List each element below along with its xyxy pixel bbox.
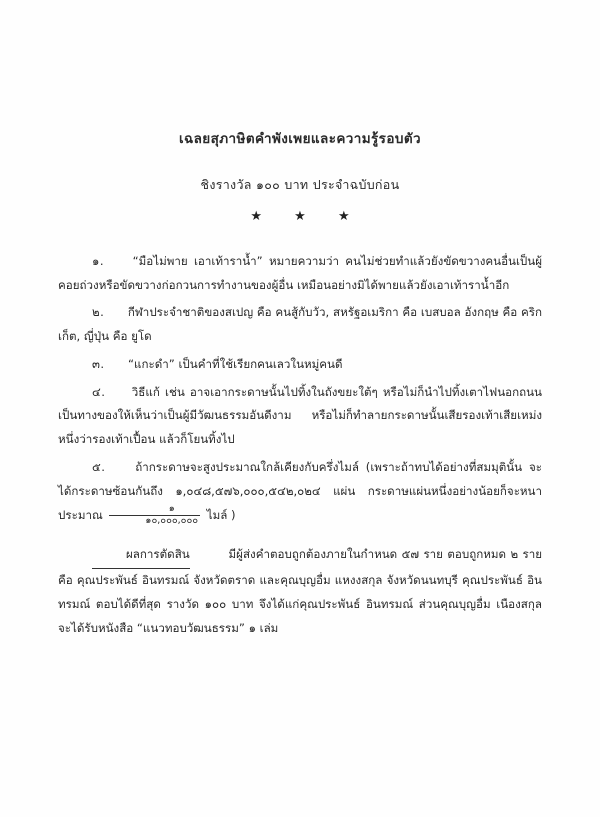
- item-number: ๕.: [92, 460, 106, 475]
- fraction-suffix: ไมล์ ): [206, 507, 236, 522]
- item-number: ๔.: [92, 384, 106, 399]
- list-item: [58, 456, 542, 527]
- star-divider: ★ ★ ★: [250, 208, 364, 224]
- page-subtitle: ชิงรางวัล ๑๐๐ บาท ประจำฉบับก่อน: [200, 176, 400, 192]
- list-item: [58, 301, 542, 349]
- list-item: [58, 381, 542, 452]
- answers-list: [58, 250, 542, 640]
- item-text: วิธีแก้ เช่น อาจเอากระดาษนั้นไปทิ้งในถังขยะใต้ๆ หรือไม่ก็นำไปทิ้งเตาไฟนอกถนน เป็นทางของให้เห็นว่าเป็นผู้มีวัฒนธรรมอันดีงาม หรือไม่ก็ทำลายกระดาษนั้นเสียรองเท้าเสียเหม่งหนึ่งว่ารองเท้าเปื้อน แล้วก็โยนทิ้งไป: [58, 384, 542, 447]
- result-heading: ผลการตัดสิน: [92, 543, 190, 569]
- item-number: ๑.: [92, 253, 105, 268]
- item-number: ๓.: [92, 356, 105, 371]
- list-item: [58, 250, 542, 298]
- page-title: เฉลยสุภาษิตคำพังเพยและความรู้รอบตัว: [179, 131, 421, 147]
- item-text: ถ้ากระดาษจะสูงประมาณใกล้เคียงกับครึ่งไมล์ (เพราะถ้าทบได้อย่างที่สมมุตินั้น จะได้กระดาษซ้อนกันถึง ๑,๐๔๘,๕๗๖,๐๐๐,๕๔๒,๐๒๔ แผ่น กระดาษแผ่นหนึ่งอย่างน้อยก็จะหนาประมาณ: [58, 460, 542, 522]
- result-text: มีผู้ส่งคำตอบถูกต้องภายในกำหนด ๕๗ ราย ตอบถูกหมด ๒ ราย คือ คุณประพันธ์ อินทรมณ์ จังหวัดตราด และคุณบุญอื่ม แหงงสกุล จังหวัดนนทบุรี คุณประพันธ์ อินทรมณ์ ตอบได้ดีที่สุด รางวัด ๑๐๐ บาท จึงได้แก่คุณประพันธ์ อินทรมณ์ ส่วนคุณบุญอื่ม เนืองสกุล จะได้รับหนังสือ “แนวทอบวัฒนธรรม” ๑ เล่ม: [58, 547, 543, 635]
- list-item: [58, 353, 542, 377]
- fraction: [109, 504, 200, 527]
- result-paragraph: [58, 543, 542, 640]
- item-text: กีฬาประจำชาติของสเปญ คือ คนสู้กับวัว, สหรัฐอเมริกา คือ เบสบอล อังกฤษ คือ คริกเก็ต, ญี่ปุ่น คือ ยูโด: [58, 305, 543, 344]
- fraction-denominator: ๑๐,๐๐๐,๐๐๐: [145, 514, 199, 526]
- item-text: “แกะดำ” เป็นคำที่ใช้เรียกคนเลวในหมู่คนดี: [128, 356, 343, 371]
- fraction-numerator: ๑: [109, 504, 200, 516]
- item-number: ๒.: [92, 305, 105, 320]
- item-text: “มือไม่พาย เอาเท้าราน้ำ” หมายความว่า คนไม่ช่วยทำแล้วยังขัดขวางคนอื่นเป็นผู้คอยถ่วงหรือขัดขวางก่อกวนการทำงานของผู้อื่น เหมือนอย่างมิได้พายแล้วยังเอาเท้าราน้ำอีก: [58, 253, 542, 292]
